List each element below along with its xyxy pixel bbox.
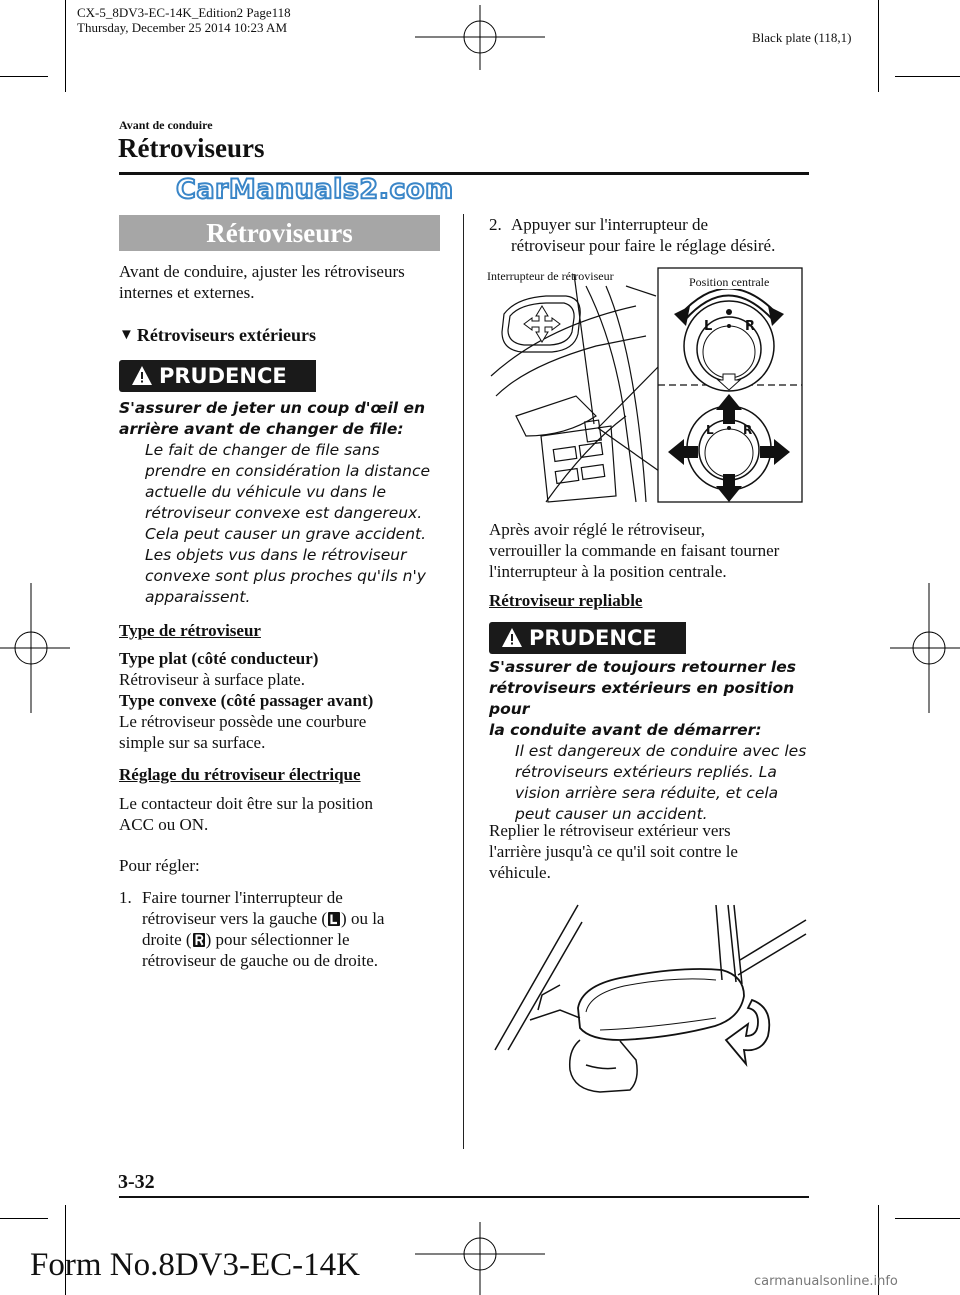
subsection-heading [119, 324, 316, 346]
caution-line: rétroviseurs extérieurs repliés. La [515, 763, 777, 781]
caution-banner [119, 360, 316, 392]
step-number: 2. [489, 215, 502, 234]
convex-desc: simple sur sa surface. [119, 733, 266, 752]
flat-desc: Rétroviseur à surface plate. [119, 670, 305, 689]
folding-mirror-figure [490, 900, 810, 1100]
box-title: Rétroviseurs [119, 215, 440, 251]
letter-l-icon [328, 912, 340, 926]
caution-text [489, 657, 829, 825]
type-heading: Type de rétroviseur [119, 621, 261, 640]
caution-banner [489, 622, 686, 654]
caution-line: rétroviseur convexe est dangereux. [145, 504, 423, 522]
step-text: ) ou la [341, 909, 385, 928]
mirror-switch-figure [486, 266, 806, 506]
fig1-label-switch: Interrupteur de rétroviseur [487, 269, 614, 283]
step-line: Faire tourner l'interrupteur de [142, 888, 343, 907]
caution-line: convexe sont plus proches qu'ils n'y [145, 567, 426, 585]
letter-r-icon [193, 933, 205, 947]
step-line: Appuyer sur l'interrupteur de [511, 215, 709, 234]
svg-text:L: L [706, 423, 714, 437]
watermark-bottom: carmanualsonline.info [754, 1274, 898, 1289]
caution-lead: S'assurer de toujours retourner les [489, 658, 796, 676]
step-line [142, 929, 459, 950]
type-block [119, 648, 459, 753]
caution-lead: rétroviseurs extérieurs en position pour [489, 679, 795, 718]
elec-line: ACC ou ON. [119, 815, 209, 834]
after-line: l'interrupteur à la position centrale. [489, 562, 727, 581]
step-text: ) pour sélectionner le [205, 930, 350, 949]
plate-black-label: Black plate (118,1) [752, 30, 852, 45]
page-number: 3-32 [118, 1171, 155, 1193]
caution-line: peut causer un accident. [515, 805, 708, 823]
footer-rule [119, 1196, 809, 1198]
warning-triangle-icon [501, 627, 523, 649]
elec-line: Le contacteur doit être sur la position [119, 794, 373, 813]
form-number: Form No.8DV3-EC-14K [30, 1247, 360, 1283]
fold-heading: Rétroviseur repliable [489, 591, 643, 610]
caution-line: Cela peut causer un grave accident. [145, 525, 427, 543]
intro-text [119, 261, 459, 303]
after-line: Après avoir réglé le rétroviseur, [489, 520, 705, 539]
pour-regler: Pour régler: [119, 856, 200, 875]
caution-line: Les objets vus dans le rétroviseur [145, 546, 407, 564]
page-title: Rétroviseurs [118, 133, 265, 163]
plate-file-line: CX-5_8DV3-EC-14K_Edition2 Page118 [77, 5, 291, 20]
column-divider [463, 214, 464, 1149]
step-line: rétroviseur de gauche ou de droite. [142, 951, 379, 970]
warning-triangle-icon [131, 365, 153, 387]
caution-text [119, 398, 459, 608]
convex-type: Type convexe (côté passager avant) [119, 691, 374, 710]
fold-line: Replier le rétroviseur extérieur vers [489, 821, 731, 840]
flat-type: Type plat (côté conducteur) [119, 649, 319, 668]
plate-date-line: Thursday, December 25 2014 10:23 AM [77, 20, 288, 35]
step-line: rétroviseur pour faire le réglage désiré. [511, 236, 776, 255]
svg-text:L: L [704, 319, 713, 334]
step-text: droite ( [142, 930, 192, 949]
fold-line: véhicule. [489, 863, 551, 882]
caution-line: actuelle du véhicule vu dans le [145, 483, 387, 501]
elec-desc [119, 793, 459, 835]
subsection-label: Rétroviseurs extérieurs [136, 325, 316, 345]
step-text: rétroviseur vers la gauche ( [142, 909, 328, 928]
step-line [142, 908, 459, 929]
caution-line: Le fait de changer de file sans [145, 441, 380, 459]
section-label: Avant de conduire [119, 118, 213, 132]
step-number: 1. [119, 888, 132, 907]
fold-desc [489, 820, 829, 883]
after-text [489, 519, 829, 582]
fold-line: l'arrière jusqu'à ce qu'il soit contre le [489, 842, 738, 861]
triangle-down-icon: ▼ [119, 327, 134, 343]
caution-line: Il est dangereux de conduire avec les [515, 742, 807, 760]
caution-label: PRUDENCE [529, 626, 657, 650]
caution-label: PRUDENCE [159, 364, 287, 388]
caution-line: vision arrière sera réduite, et cela [515, 784, 779, 802]
after-line: verrouiller la commande en faisant tourner [489, 541, 780, 560]
caution-line: prendre en considération la distance [145, 462, 431, 480]
caution-lead: arrière avant de changer de file: [119, 420, 404, 438]
caution-lead: S'assurer de jeter un coup d'œil en [119, 399, 426, 417]
elec-heading: Réglage du rétroviseur électrique [119, 765, 361, 784]
step-1 [119, 887, 459, 971]
caution-lead: la conduite avant de démarrer: [489, 721, 762, 739]
caution-line: apparaissent. [145, 588, 251, 606]
intro-line: internes et externes. [119, 283, 255, 302]
watermark-top: CarManuals2.com [176, 174, 454, 205]
step-2 [489, 214, 819, 256]
svg-text:R: R [743, 423, 753, 437]
svg-text:R: R [745, 319, 756, 334]
intro-line: Avant de conduire, ajuster les rétroviseurs [119, 262, 405, 281]
fig1-label-center: Position centrale [689, 275, 770, 289]
convex-desc: Le rétroviseur possède une courbure [119, 712, 367, 731]
